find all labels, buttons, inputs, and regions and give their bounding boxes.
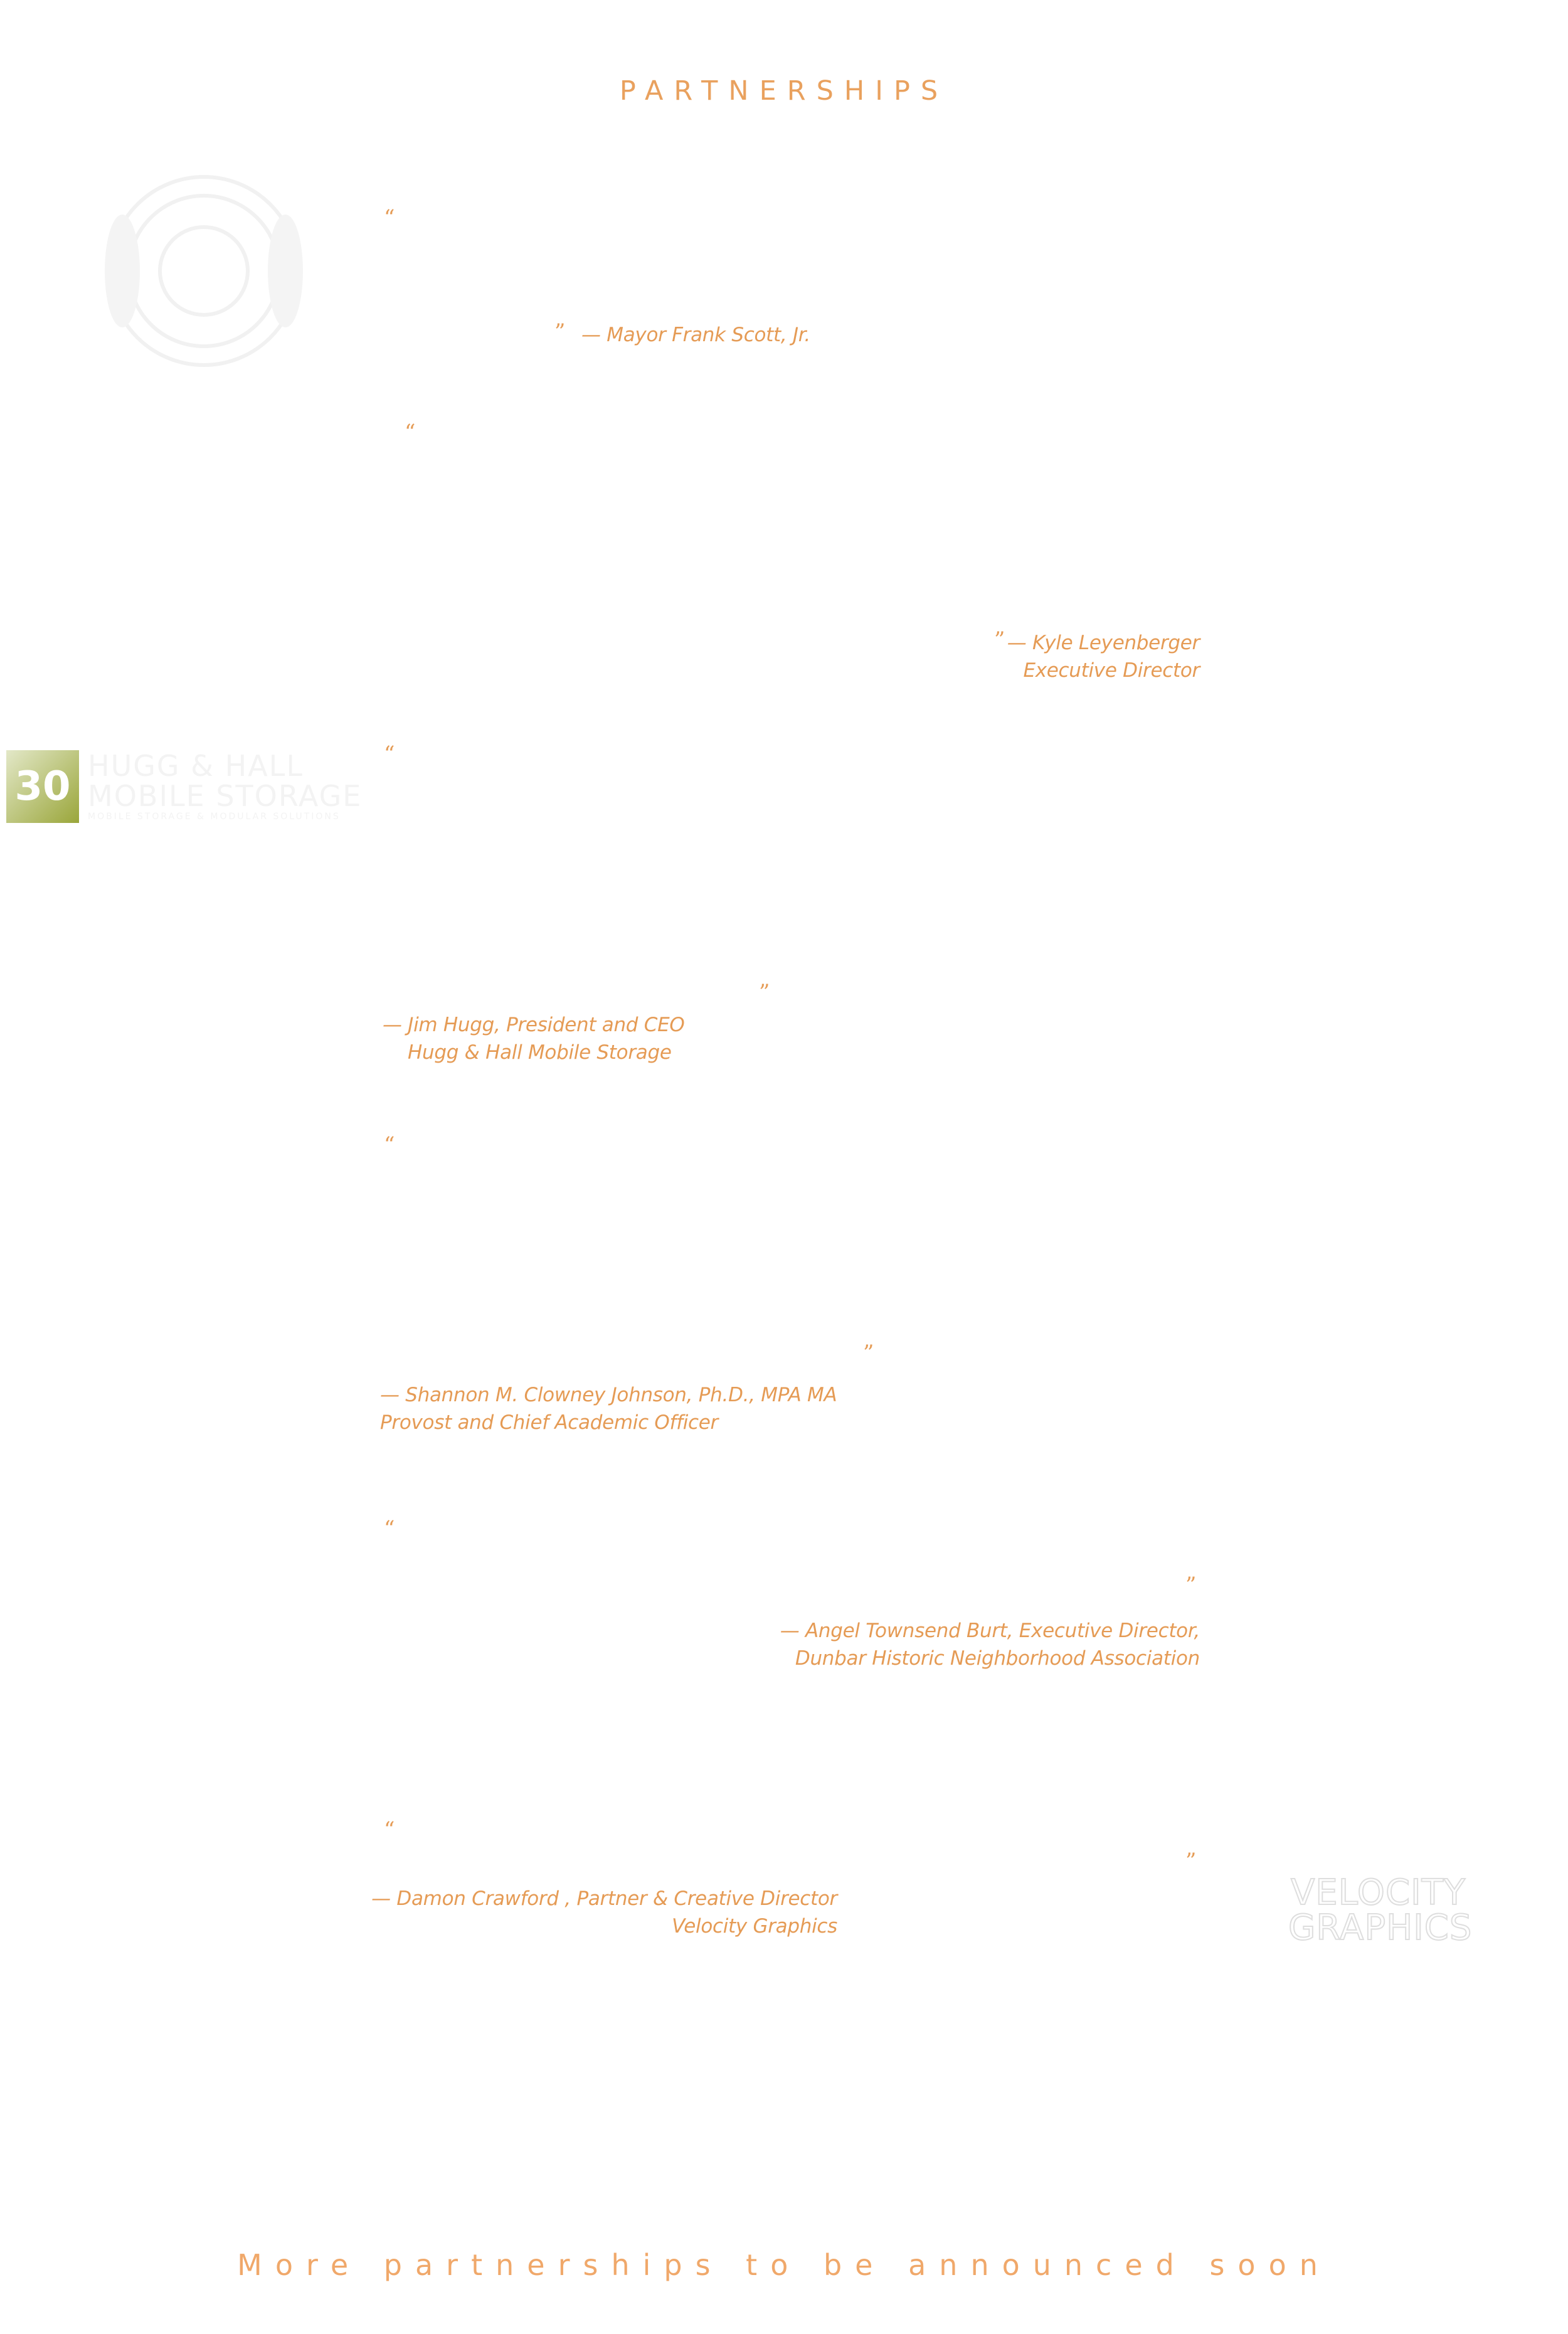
testimonial-attribution-name: — Shannon M. Clowney Johnson, Ph.D., MPA MA — [380, 1384, 837, 1406]
open-quote-mark: “ — [405, 420, 416, 445]
open-quote-mark: “ — [384, 1817, 395, 1842]
testimonial-attribution-name: — Jim Hugg, President and CEO — [383, 1014, 685, 1036]
close-quote-mark: ” — [994, 627, 1005, 652]
hugg-hall-tagline: MOBILE STORAGE & MODULAR SOLUTIONS — [88, 812, 341, 822]
testimonial-attribution-title: Velocity Graphics — [672, 1915, 837, 1938]
close-quote-mark: ” — [759, 980, 770, 1005]
page-title: PARTNERSHIPS — [619, 75, 949, 107]
close-quote-mark: ” — [863, 1340, 874, 1366]
hugg-hall-badge: 30 — [6, 750, 79, 823]
close-quote-mark: ” — [1185, 1573, 1197, 1598]
close-quote-mark: ” — [1185, 1849, 1197, 1874]
velocity-logo-line2: GRAPHICS — [1288, 1907, 1473, 1948]
hugg-hall-name-line2: MOBILE STORAGE — [88, 779, 363, 813]
testimonial-attribution: — Mayor Frank Scott, Jr. — [581, 324, 810, 346]
open-quote-mark: “ — [384, 741, 395, 767]
testimonial-attribution-title: Dunbar Historic Neighborhood Association — [795, 1647, 1200, 1670]
testimonial-attribution-title: Provost and Chief Academic Officer — [380, 1411, 719, 1434]
velocity-logo-line1: VELOCITY — [1291, 1872, 1466, 1913]
open-quote-mark: “ — [384, 1132, 395, 1157]
testimonial-attribution-name: — Angel Townsend Burt, Executive Director, — [780, 1620, 1200, 1642]
testimonial-attribution-name: — Damon Crawford , Partner & Creative Director — [371, 1887, 837, 1910]
open-quote-mark: “ — [384, 1516, 395, 1541]
open-quote-mark: “ — [384, 205, 395, 230]
close-quote-mark: ” — [554, 319, 566, 344]
testimonial-attribution-name: — Kyle Leyenberger — [1007, 632, 1200, 654]
hugg-hall-name-line1: HUGG & HALL — [88, 749, 304, 783]
footer-announcement: More partnerships to be announced soon — [237, 2248, 1331, 2282]
testimonial-attribution-title: Hugg & Hall Mobile Storage — [408, 1041, 672, 1064]
velocity-graphics-logo — [1279, 1872, 1493, 1954]
hugg-hall-logo — [6, 745, 363, 827]
testimonial-attribution-title: Executive Director — [1023, 659, 1200, 682]
city-seal-logo — [78, 164, 329, 378]
